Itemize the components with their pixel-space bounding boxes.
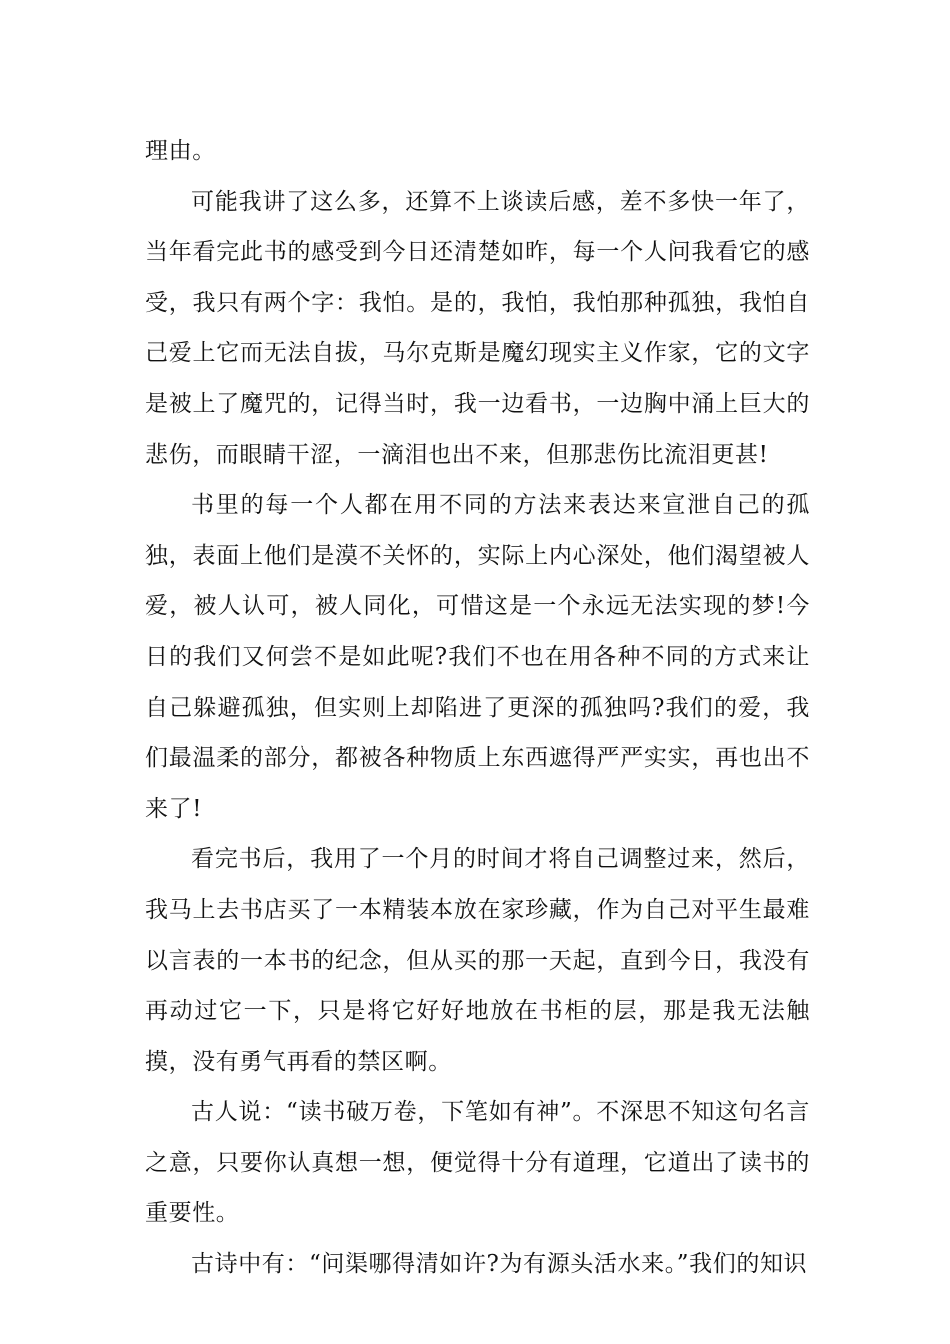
paragraph-continuation: 理由。 <box>145 138 216 164</box>
paragraph: 古人说：“读书破万卷，下笔如有神”。不深思不知这句名言之意，只要你认真想一想，便觉得十分有道理，它道出了读书的重要性。 <box>145 1099 810 1227</box>
paragraph: 可能我讲了这么多，还算不上谈读后感，差不多快一年了，当年看完此书的感受到今日还清楚如昨，每一个人问我看它的感受，我只有两个字：我怕。是的，我怕，我怕那种孤独，我怕自己爱上它而无法自拔，马尔克斯是魔幻现实主义作家，它的文字是被上了魔咒的，记得当时，我一边看书，一边胸中涌上巨大的悲伤，而眼睛干涩，一滴泪也出不来，但那悲伤比流泪更甚! <box>145 188 810 468</box>
paragraph: 书里的每一个人都在用不同的方法来表达来宣泄自己的孤独，表面上他们是漠不关怀的，实际上内心深处，他们渴望被人爱，被人认可，被人同化，可惜这是一个永远无法实现的梦!今日的我们又何尝不是如此呢?我们不也在用各种不同的方式来让自己躲避孤独，但实则上却陷进了更深的孤独吗?我们的爱，我们最温柔的部分，都被各种物质上东西遮得严严实实，再也出不来了! <box>145 492 810 822</box>
paragraph: 看完书后，我用了一个月的时间才将自己调整过来，然后，我马上去书店买了一本精装本放在家珍藏，作为自己对平生最难以言表的一本书的纪念，但从买的那一天起，直到今日，我没有再动过它一下，只是将它好好地放在书柜的层，那是我无法触摸，没有勇气再看的禁区啊。 <box>145 846 810 1075</box>
paragraph: 古诗中有：“问渠哪得清如许?为有源头活水来。”我们的知识 <box>191 1251 808 1278</box>
document-body <box>145 126 810 1290</box>
